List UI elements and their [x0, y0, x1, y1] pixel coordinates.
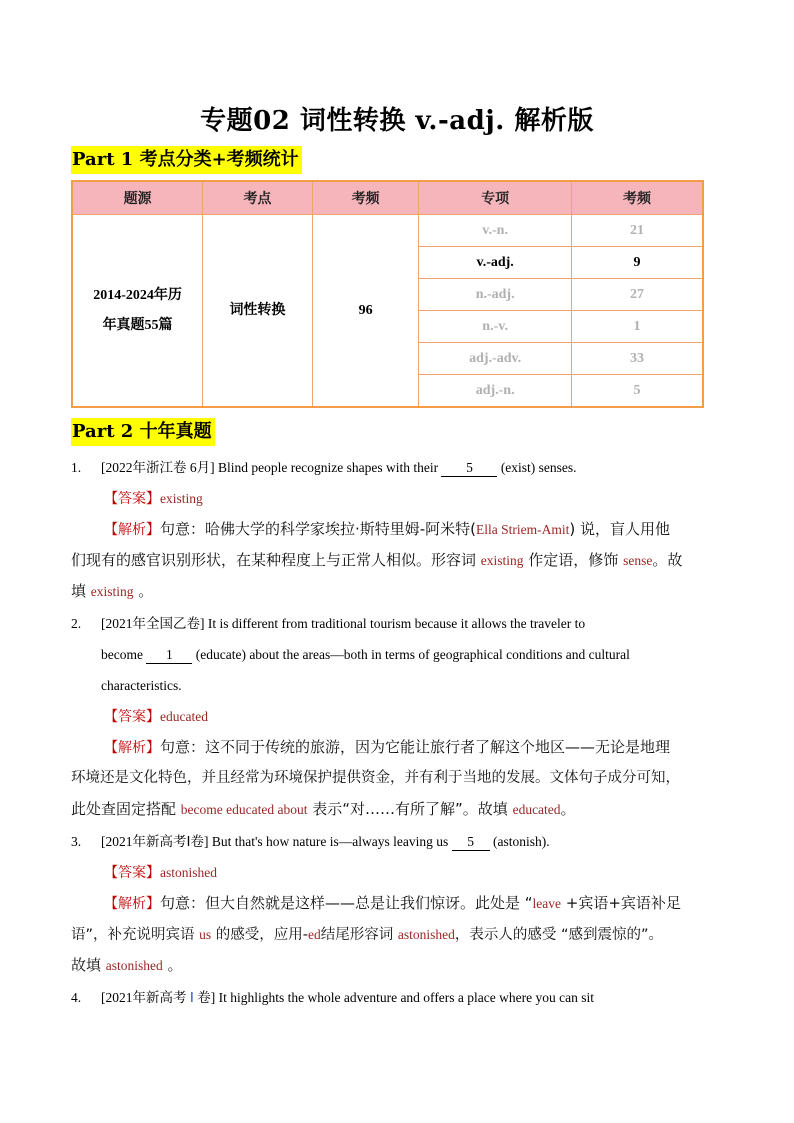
source-cell — [72, 215, 203, 408]
analysis — [71, 732, 721, 825]
analysis-tag: 【解析】 — [104, 740, 160, 756]
analysis-text: 。故 — [652, 551, 683, 569]
analysis-text: 。 — [133, 582, 154, 600]
question-number: 3. — [71, 834, 82, 849]
item-cell: n.-adj. — [419, 279, 572, 311]
question-2 — [71, 608, 721, 825]
analysis-text: 的感受，应用- — [211, 927, 308, 943]
analysis-text: 此处查固定搭配 — [71, 800, 181, 818]
analysis-text: astonished — [105, 958, 163, 973]
question-4 — [71, 982, 721, 1013]
count-cell: 33 — [571, 343, 703, 375]
question-source: [2021年全国乙卷] — [101, 616, 205, 631]
item-cell: adj.-adv. — [419, 343, 572, 375]
count-cell: 5 — [571, 375, 703, 408]
header-source: 题源 — [72, 181, 203, 215]
question-number: 2. — [71, 616, 82, 631]
question-text: But that's how nature is—always leaving us — [208, 834, 452, 849]
answer-text: astonished — [160, 865, 217, 880]
analysis-text: become educated about — [180, 802, 308, 817]
analysis-text: 结尾形容词 — [320, 927, 398, 943]
analysis-text: 句意：哈佛大学的科学家埃拉·斯特里姆-阿米特( — [160, 520, 477, 538]
answer-row — [71, 701, 721, 732]
header-item: 专项 — [419, 181, 572, 215]
header-frequency: 考频 — [312, 181, 419, 215]
question-text: It highlights the whole adventure and offers a place where you can sit — [215, 990, 594, 1005]
source-line1: 2014-2024年历 — [93, 287, 182, 303]
analysis-text: 句意：这不同于传统的旅游，因为它能让旅行者了解这个地区——无论是地理 — [160, 738, 671, 756]
question-3 — [71, 826, 721, 981]
answer-row — [71, 483, 721, 514]
count-cell: 21 — [571, 215, 703, 247]
question-text: (educate) about the areas—both in terms of geographical conditions and cultural — [192, 647, 630, 662]
header-item-frequency: 考频 — [571, 181, 703, 215]
analysis-text: ) 说，盲人用他 — [569, 520, 671, 538]
question-text: become — [101, 647, 147, 662]
analysis-text: existing — [480, 553, 524, 568]
table-header-row — [72, 181, 703, 215]
analysis-text: 们现有的感官识别形状，在某种程度上与正常人相似。形容词 — [71, 551, 481, 569]
question-text: Blind people recognize shapes with their — [214, 460, 442, 475]
answer-row — [71, 857, 721, 888]
item-cell: n.-v. — [419, 311, 572, 343]
question-source: [2022年浙江卷 6月] — [101, 460, 215, 475]
analysis-text: existing — [90, 584, 134, 599]
count-cell: 27 — [571, 279, 703, 311]
part1-heading: Part 1 考点分类+考频统计 — [71, 146, 302, 174]
question-text: characteristics. — [101, 678, 182, 693]
analysis-text: astonished — [397, 927, 455, 942]
analysis-tag: 【解析】 — [104, 896, 160, 912]
analysis-text: 故填 — [71, 956, 106, 974]
analysis-text: us — [199, 927, 212, 942]
analysis-text: Ella Striem-Amit — [476, 522, 570, 537]
analysis-text: 语”，补充说明宾语 — [71, 927, 200, 943]
analysis-text: leave — [532, 896, 562, 911]
count-cell-highlighted: 9 — [571, 247, 703, 279]
page-title: 专题02 词性转换 v.-adj. 解析版 — [200, 106, 594, 136]
item-cell: v.-n. — [419, 215, 572, 247]
answer-text: educated — [160, 709, 208, 724]
analysis-text: educated — [512, 802, 561, 817]
answer-blank: 5 — [452, 834, 490, 851]
analysis-text: 填 — [71, 582, 91, 600]
answer-tag: 【答案】 — [104, 491, 160, 507]
question-1 — [71, 452, 721, 607]
question-source: [2021年新高考Ⅰ卷] — [101, 834, 209, 849]
analysis-text: 表示“对……有所了解”。故填 — [307, 800, 513, 818]
item-cell: adj.-n. — [419, 375, 572, 408]
analysis-text: ed — [307, 927, 321, 942]
question-text: (exist) senses. — [497, 460, 577, 475]
analysis — [71, 888, 721, 981]
question-text: (astonish). — [489, 834, 550, 849]
frequency-cell: 96 — [312, 215, 419, 408]
answer-text: existing — [160, 491, 203, 506]
analysis-text: ，表示人的感受 “感到震惊的”。 — [454, 927, 663, 943]
question-number: 4. — [71, 990, 82, 1005]
frequency-table — [71, 180, 704, 408]
answer-tag: 【答案】 — [104, 865, 160, 881]
analysis-text: 。 — [162, 956, 183, 974]
analysis-text: sense — [623, 553, 653, 568]
answer-blank: 1 — [146, 647, 192, 664]
question-source: 卷] — [193, 990, 216, 1005]
analysis-text: 。 — [560, 800, 576, 818]
analysis-text: 环境还是文化特色，并且经常为环境保护提供资金，并有利于当地的发展。文体句子成分可知， — [71, 770, 680, 786]
source-line2: 年真题55篇 — [102, 317, 173, 333]
analysis-tag: 【解析】 — [104, 522, 160, 538]
analysis-text: 作定语，修饰 — [523, 551, 624, 569]
count-cell: 1 — [571, 311, 703, 343]
part2-heading: Part 2 十年真题 — [71, 418, 215, 446]
question-number: 1. — [71, 460, 82, 475]
topic-cell: 词性转换 — [203, 215, 313, 408]
analysis-text: +宾语+宾语补足 — [561, 894, 681, 912]
table-row — [72, 215, 703, 247]
question-source: Ⅰ — [189, 990, 194, 1005]
question-source: [2021年新高考 — [101, 990, 190, 1005]
analysis-text: 句意：但大自然就是这样——总是让我们惊讶。此处是 “ — [160, 894, 533, 912]
question-text: It is different from traditional tourism because it allows the traveler to — [204, 616, 586, 631]
header-topic: 考点 — [203, 181, 313, 215]
analysis — [71, 514, 721, 607]
item-cell-highlighted: v.-adj. — [419, 247, 572, 279]
answer-blank: 5 — [441, 460, 497, 477]
answer-tag: 【答案】 — [104, 709, 160, 725]
